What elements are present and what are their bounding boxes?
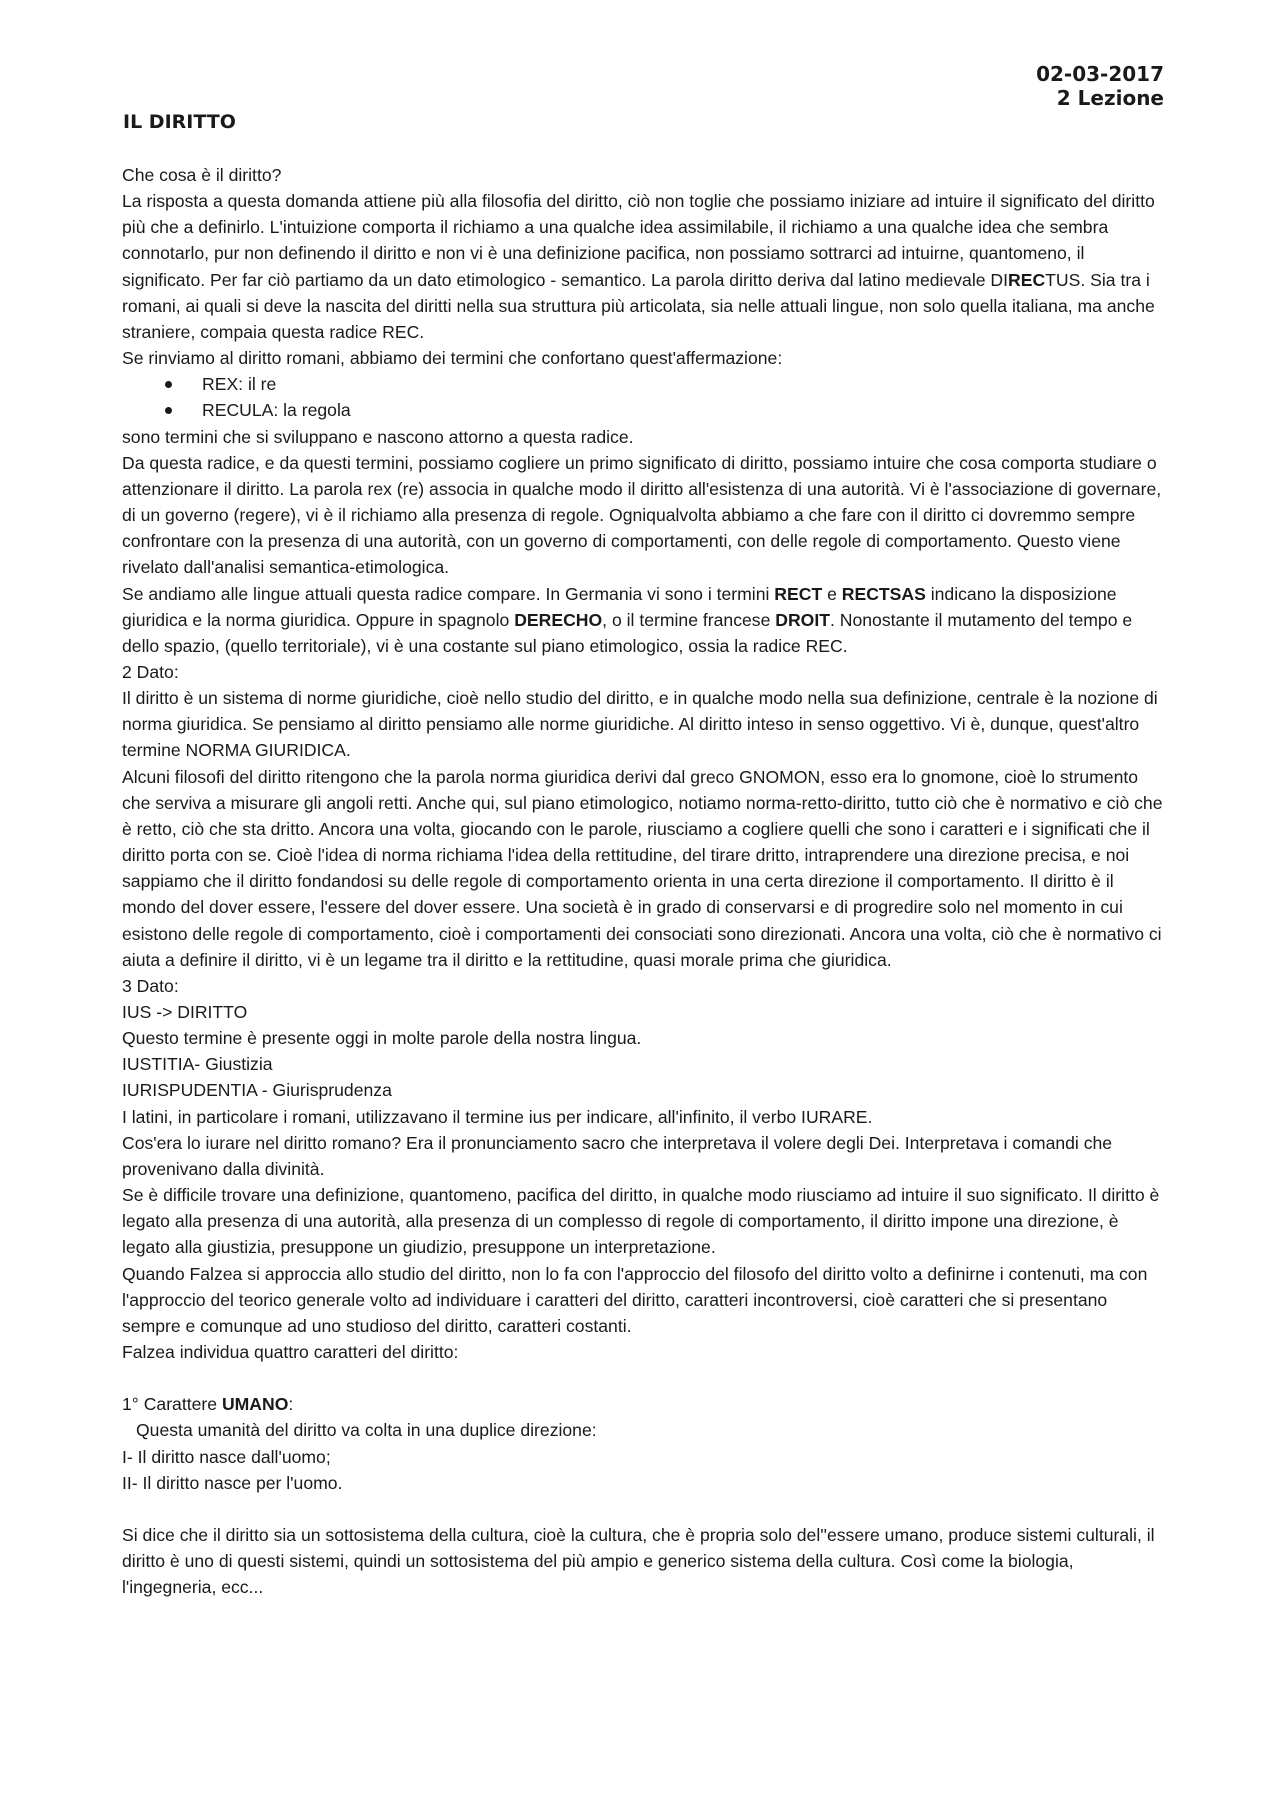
section-label-dato-2: 2 Dato: [122, 661, 179, 682]
point-two: II- Il diritto nasce per l'uomo. [122, 1472, 343, 1493]
point-one: I- Il diritto nasce dall'uomo; [122, 1446, 331, 1467]
spacer [122, 1496, 1167, 1522]
document-body [122, 162, 1167, 1601]
lesson-number: 2 Lezione [1056, 86, 1164, 110]
paragraph-first-meaning: Da questa radice, e da questi termini, possiamo cogliere un primo significato di diritto, possiamo intuire che cosa comporta studiare o attenzionare il diritto. La parola rex (re) associa in qualche modo il diritto all'esistenza di una autorità. Vi è l'associazione di governare, di un governo (regere), vi è il richiamo alla presenza di regole. Ogniqualvolta abbiamo a che fare con il diritto ci dovremmo sempre confrontare con la presenza di una autorità, con un governo di comportamenti, con delle regole di comportamento. Questo viene rivelato dall'analisi semantica-etimologica. [122, 452, 1162, 578]
paragraph-roman-terms: Se rinviamo al diritto romani, abbiamo dei termini che confortano quest'affermazione: [122, 348, 783, 369]
bullet-list [122, 371, 1167, 423]
paragraph-legal-norms: Il diritto è un sistema di norme giuridiche, cioè nello studio del diritto, e in qualche modo nella sua definizione, centrale è la nozione di norma giuridica. Se pensiamo al diritto pensiamo alle norme giuridiche. Al diritto inteso in senso oggettivo. Vi è, dunque, quest'altro termine NORMA GIURIDICA. [122, 688, 1158, 761]
paragraph-term-present: Questo termine è presente oggi in molte parole della nostra lingua. [122, 1028, 642, 1049]
heading-first-character: 1° Carattere UMANO: [122, 1394, 294, 1415]
term-iurispudentia: IURISPUDENTIA - Giurisprudenza [122, 1080, 392, 1101]
paragraph-humanity: Questa umanità del diritto va colta in una duplice direzione: [136, 1420, 597, 1441]
paragraph-culture: Si dice che il diritto sia un sottosistema della cultura, cioè la cultura, che è propria solo del''essere umano, produce sistemi culturali, il diritto è uno di questi sistemi, quindi un sottosistema del più ampio e generico sistema della cultura. Così come la biologia, l'ingegneria, ecc... [122, 1525, 1155, 1598]
paragraph-gnomon: Alcuni filosofi del diritto ritengono che la parola norma giuridica derivi dal greco GNOMON, esso era lo gnomone, cioè lo strumento che serviva a misurare gli angoli retti. Anche qui, sul piano etimologico, notiamo norma-retto-diritto, tutto ciò che è normativo e ciò che è retto, ciò che sta dritto. Ancora una volta, giocando con le parole, riusciamo a cogliere quelli che sono i caratteri e i significati che il diritto porta con se. Cioè l'idea di norma richiama l'idea della rettitudine, del tirare dritto, intraprendere una direzione precisa, e noi sappiamo che il diritto fondandosi su delle regole di comportamento orienta in una certa direzione il comportamento. Il diritto è il mondo del dover essere, l'essere del dover essere. Una società è in grado di conservarsi e di progredire solo nel momento in cui esistono delle regole di comportamento, cioè i comportamenti dei consociati sono direzionati. Ancora una volta, ciò che è normativo ci aiuta a definire il diritto, vi è un legame tra il diritto e la rettitudine, quasi morale prima che giuridica. [122, 766, 1163, 970]
page-title: IL DIRITTO [123, 111, 236, 133]
paragraph-falzea: Quando Falzea si approccia allo studio del diritto, non lo fa con l'approccio del filosofo del diritto volto a definirne i contenuti, ma con l'approccio del teorico generale volto ad individuare i caratteri del diritto, caratteri incontroversi, cioè caratteri che si presentano sempre e comunque ad uno studioso del diritto, caratteri costanti. [122, 1263, 1148, 1336]
paragraph-iurare: I latini, in particolare i romani, utilizzavano il termine ius per indicare, all'infinito, il verbo IURARE. [122, 1106, 873, 1127]
bold-rec: REC [1008, 269, 1046, 290]
list-item: RECULA: la regola [202, 397, 1167, 423]
paragraph-iurare-meaning: Cos'era lo iurare nel diritto romano? Era il pronunciamento sacro che interpretava il volere degli Dei. Interpretava i comandi che provenivano dalla divinità. [122, 1132, 1113, 1179]
paragraph-four-characters: Falzea individua quattro caratteri del diritto: [122, 1342, 459, 1363]
paragraph-etymology: La risposta a questa domanda attiene più alla filosofia del diritto, ciò non toglie che possiamo iniziare ad intuire il significato del diritto più che a definirlo. L'intuizione comporta il richiamo a una qualche idea assimilabile, il richiamo a una qualche idea che sembra connotarlo, pur non definendo il diritto e non vi è una definizione pacifica, non possiamo sottrarci ad intuirne, quantomeno, il significato. Per far ciò partiamo da un dato etimologico - semantico. La parola diritto deriva dal latino medievale DIRECTUS. Sia tra i romani, ai quali si deve la nascita del diritti nella sua struttura più articolata, sia nelle attuali lingue, non solo quella italiana, ma anche straniere, compaia questa radice REC. [122, 191, 1155, 342]
term-iustitia: IUSTITIA- Giustizia [122, 1054, 273, 1075]
intro-question: Che cosa è il diritto? [122, 165, 282, 185]
section-label-dato-3: 3 Dato: [122, 975, 179, 996]
paragraph-terms-root: sono termini che si sviluppano e nascono attorno a questa radice. [122, 426, 634, 447]
header-meta [1036, 62, 1164, 110]
ius-line: IUS -> DIRITTO [122, 1002, 248, 1022]
list-item: REX: il re [202, 371, 1167, 397]
paragraph-summary: Se è difficile trovare una definizione, quantomeno, pacifica del diritto, in qualche modo riusciamo ad intuire il suo significato. Il diritto è legato alla presenza di una autorità, alla presenza di un complesso di regole di comportamento, il diritto impone una direzione, è legato alla giustizia, presuppone un giudizio, presuppone un interpretazione. [122, 1185, 1160, 1258]
lesson-date: 02-03-2017 [1036, 62, 1164, 86]
paragraph-modern-languages: Se andiamo alle lingue attuali questa radice compare. In Germania vi sono i termini RECT e RECTSAS indicano la disposizione giuridica e la norma giuridica. Oppure in spagnolo DERECHO, o il termine francese DROIT. Nonostante il mutamento del tempo e dello spazio, (quello territoriale), vi è una costante sul piano etimologico, ossia la radice REC. [122, 583, 1133, 656]
spacer [122, 1365, 1167, 1391]
